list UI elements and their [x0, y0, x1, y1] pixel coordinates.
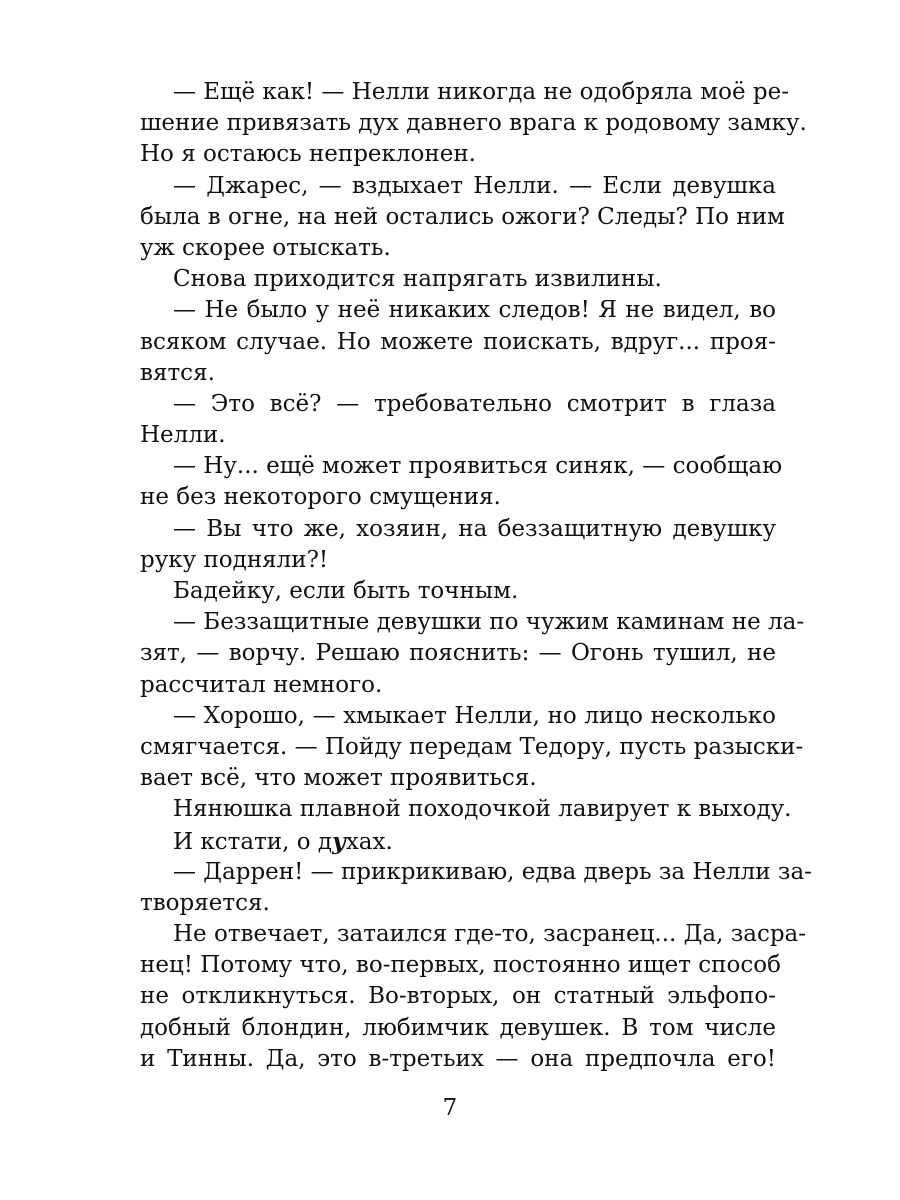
- text-line: — Вы что же, хозяин, на беззащитную девушку: [173, 515, 776, 542]
- text-line: — Джарес, — вздыхает Нелли. — Если девушка: [173, 172, 776, 199]
- text-line: руку подняли?!: [140, 546, 329, 573]
- text-line: Снова приходится напрягать извилины.: [173, 266, 662, 293]
- text-line: — Беззащитные девушки по чужим каминам не ла-: [173, 609, 805, 636]
- text-line: Нянюшка плавной походочкой лавирует к выходу.: [173, 796, 792, 823]
- text-line: Бадейку, если быть точным.: [173, 578, 519, 604]
- text-line: смягчается. — Пойду передам Тедору, пусть разыски-: [140, 733, 804, 760]
- text-line: — Не было у неё никаких следов! Я не видел, во: [173, 297, 776, 324]
- text-line: Но я остаюсь непреклонен.: [140, 141, 476, 168]
- text-line: Нелли.: [140, 422, 226, 449]
- text-line: нец! Потому что, во-первых, постоянно ищет способ: [140, 952, 781, 979]
- text-fragment: И кстати, о д: [173, 828, 333, 855]
- text-line: шение привязать дух давнего врага к родовому замку.: [140, 110, 807, 137]
- text-line: уж скорее отыскать.: [140, 234, 391, 261]
- stressed-letter: у: [332, 827, 346, 855]
- text-line: всяком случае. Но можете поискать, вдруг... проя-: [140, 328, 776, 355]
- text-line: зят, — ворчу. Решаю пояснить: — Огонь тушил, не: [140, 640, 776, 667]
- text-line: — Хорошо, — хмыкает Нелли, но лицо несколько: [173, 702, 776, 729]
- text-line: рассчитал немного.: [140, 671, 383, 698]
- text-line: добный блондин, любимчик девушек. В том числе: [140, 1014, 776, 1041]
- text-line: вятся.: [140, 359, 215, 386]
- page-number: 7: [442, 1095, 458, 1121]
- text-line: творяется.: [140, 889, 270, 916]
- text-line: — Ещё как! — Нелли никогда не одобряла моё ре-: [173, 79, 789, 105]
- text-line: Не отвечает, затаился где-то, засранец... Да, засра-: [173, 921, 807, 948]
- text-line: вает всё, что может проявиться.: [140, 765, 537, 792]
- text-line: — Даррен! — прикрикиваю, едва дверь за Нелли за-: [173, 858, 812, 885]
- text-line: — Это всё? — требовательно смотрит в глаза: [173, 390, 776, 417]
- text-line: была в огне, на ней остались ожоги? Следы? По ним: [140, 203, 785, 230]
- text-line-stressed: [140, 826, 776, 857]
- text-fragment: хах.: [345, 828, 393, 855]
- text-line: не откликнуться. Во-вторых, он статный эльфопо-: [140, 983, 776, 1010]
- body-text: [140, 77, 812, 1075]
- text-line: — Ну... ещё может проявиться синяк, — сообщаю: [173, 453, 783, 480]
- text-line: и Тинны. Да, это в-третьих — она предпочла его!: [140, 1045, 776, 1072]
- text-line: не без некоторого смущения.: [140, 484, 501, 511]
